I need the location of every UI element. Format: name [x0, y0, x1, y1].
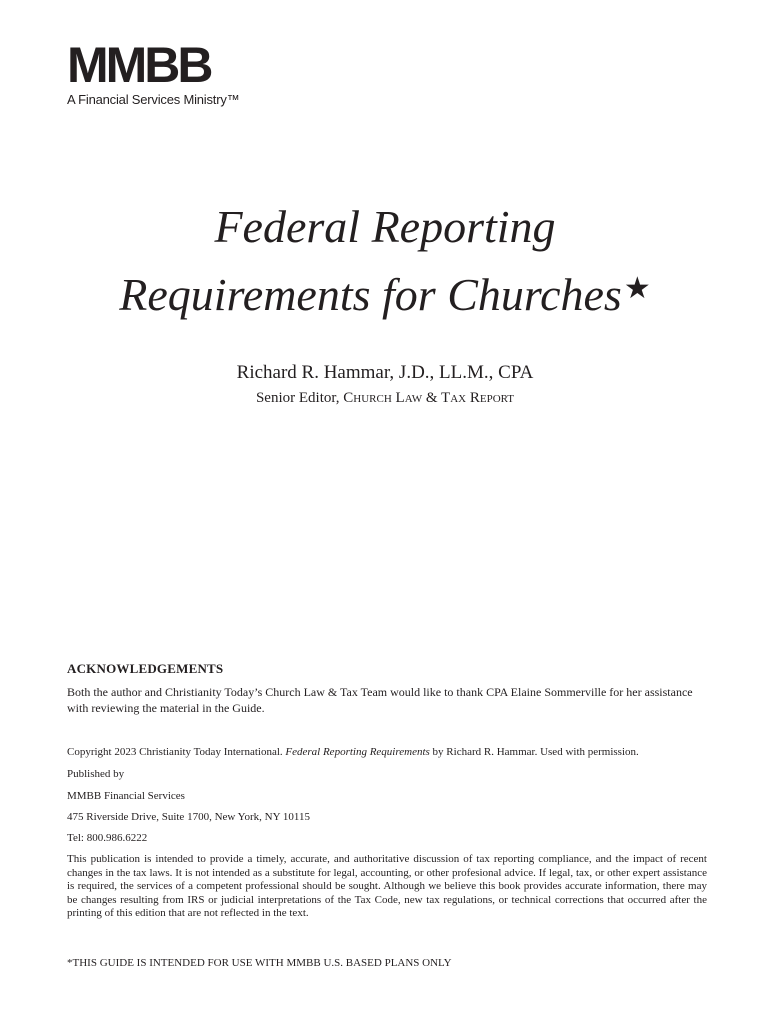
copyright-work-title: Federal Reporting Requirements	[285, 746, 430, 758]
disclaimer-paragraph: This publication is intended to provide a timely, accurate, and authoritative discussion of tax reporting compliance, and the impact of recent changes in the tax laws. It is not intended as a substitute for legal, accounting, or other profesional advice. If legal, tax, or other expert assistance is required, the services of a competent professional should be sought. Although we believe this book provides accurate information, there may be changes resulting from IRS or judicial interpretations of the Tax Code, new tax regulations, or technical corrections that occurred after the printing of this edition that are not reflected in the text.	[67, 853, 707, 919]
copyright-line	[67, 745, 707, 759]
author-role-prefix: Senior Editor,	[255, 390, 344, 406]
mmbb-logo	[67, 37, 240, 108]
document-title	[0, 196, 770, 326]
logo-tagline: A Financial Services Ministry™	[67, 92, 240, 107]
copyright-suffix: by Richard R. Hammar. Used with permission.	[429, 746, 639, 758]
publication-name: Church Law & Tax Report	[343, 390, 515, 406]
published-by-label: Published by	[67, 768, 125, 780]
publisher-name: MMBB Financial Services	[67, 790, 185, 802]
footnote: *THIS GUIDE IS INTENDED FOR USE WITH MMBB U.S. BASED PLANS ONLY	[67, 957, 452, 969]
title-line-2: Requirements for Churches	[119, 269, 622, 320]
publisher-phone: Tel: 800.986.6222	[67, 832, 148, 844]
logo-wordmark: MMBB	[67, 37, 211, 93]
star-icon: ★	[623, 272, 651, 305]
author-role	[0, 388, 770, 408]
title-line-1: Federal Reporting	[214, 201, 556, 252]
author-name: Richard R. Hammar, J.D., LL.M., CPA	[236, 362, 534, 383]
acknowledgements-body: Both the author and Christianity Today’s Church Law & Tax Team would like to thank CPA Elaine Sommerville for her assistance with reviewing the material in the Guide.	[67, 685, 693, 715]
publisher-address: 475 Riverside Drive, Suite 1700, New York, NY 10115	[67, 811, 311, 823]
copyright-prefix: Copyright 2023 Christianity Today International.	[67, 746, 286, 758]
acknowledgements-heading: ACKNOWLEDGEMENTS	[67, 661, 224, 676]
